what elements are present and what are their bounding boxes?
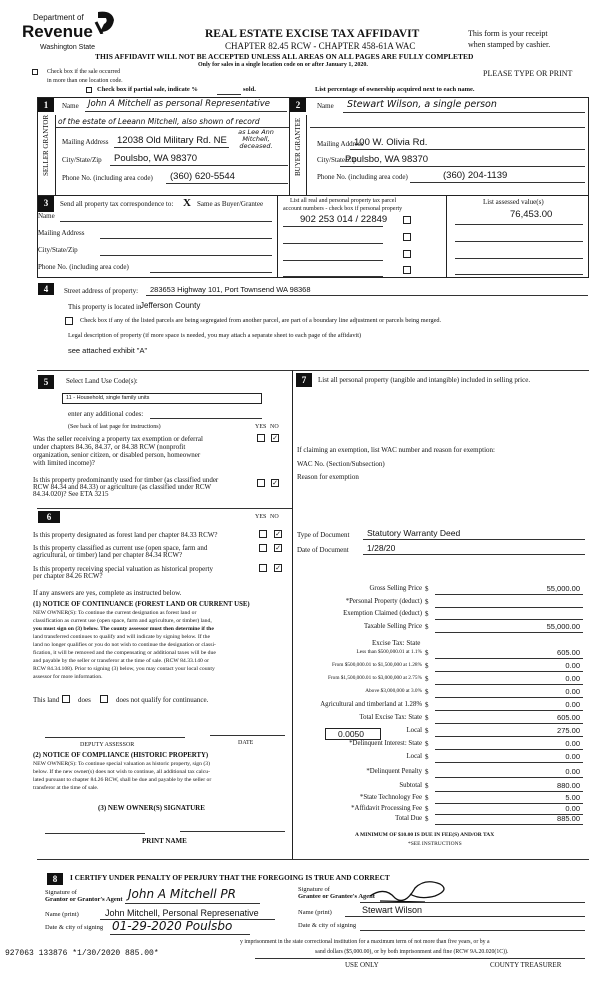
local-rate-value: 0.0050	[338, 729, 364, 739]
notice-continuance-title: (1) NOTICE OF CONTINUANCE (FOREST LAND OR CURRENT USE)	[33, 601, 250, 608]
penalty-text-2: sand dollars ($5,000.00), or by both imprisonment and fine (RCW 9A.20.020(1C)).	[315, 949, 509, 955]
dollar-sign: $	[425, 623, 429, 631]
q-text: Was the seller receiving a property tax exemption or deferral	[33, 435, 203, 443]
personal-property-label: List all personal property (tangible and intangible) included in selling price.	[318, 376, 531, 384]
personal-property-checkbox[interactable]	[403, 250, 411, 258]
rule	[363, 554, 585, 555]
rule	[435, 824, 583, 825]
rule	[435, 594, 583, 595]
tax-row-value[interactable]: 885.00	[557, 814, 580, 823]
no-checkbox[interactable]: ✓	[272, 434, 278, 442]
personal-property-checkbox[interactable]	[403, 233, 411, 241]
tax-row-label: *State Technology Fee	[359, 794, 422, 801]
rule	[435, 803, 583, 804]
same-as-buyer-label: Same as Buyer/Grantee	[197, 200, 264, 208]
rule	[435, 777, 583, 778]
ownership-note: List percentage of ownership acquired next to each name.	[315, 86, 475, 93]
tax-row-label: From $1,500,000.01 to $3,000,000 at 2.75%	[327, 675, 422, 681]
yes-checkbox[interactable]	[259, 564, 267, 572]
tax-row-value[interactable]: 0.00	[565, 661, 580, 670]
personal-property-checkbox[interactable]	[403, 216, 411, 224]
q-text: organization, senior citizen, or disabled person, homeowner	[33, 451, 201, 459]
grantee-sig-label-2: Grantee or Grantee's Agent	[298, 893, 375, 900]
certify-statement: I CERTIFY UNDER PENALTY OF PERJURY THAT THE FOREGOING IS TRUE AND CORRECT	[70, 873, 390, 882]
seller-grantor-label: SELLER GRANTOR	[42, 114, 50, 176]
notice-line: assessor for more information.	[33, 674, 103, 680]
warning-text: THIS AFFIDAVIT WILL NOT BE ACCEPTED UNLESS ALL AREAS ON ALL PAGES ARE FULLY COMPLETED	[95, 52, 474, 61]
dollar-sign: $	[425, 675, 429, 683]
rule	[37, 370, 589, 371]
tax-row-label: Local	[406, 753, 422, 760]
land-use-label: Select Land Use Code(s):	[66, 377, 138, 385]
tax-row-label: *Delinquent Interest: State	[349, 740, 422, 747]
rule	[345, 916, 585, 917]
yes-header: YES	[255, 514, 267, 520]
rule	[435, 710, 583, 711]
seller-mail-field[interactable]: 12038 Old Military Rd. NE	[117, 135, 227, 146]
corr-city-field[interactable]	[100, 255, 272, 256]
parcel-header-1: List all real and personal property tax parcel	[290, 198, 397, 204]
seller-city-field[interactable]: Poulsbo, WA 98370	[114, 153, 198, 164]
dollar-sign: $	[425, 815, 429, 823]
section-8-number: 8	[47, 873, 63, 885]
print-name-label: PRINT NAME	[142, 837, 187, 845]
tax-row-label: Above $3,000,000 at 3.0%	[365, 688, 422, 694]
no-checkbox[interactable]: ✓	[275, 530, 281, 538]
no-checkbox[interactable]: ✓	[272, 479, 278, 487]
tax-row-value[interactable]: 0.00	[565, 700, 580, 709]
minimum-note: A MINIMUM OF $10.00 IS DUE IN FEE(S) AND/OR TAX	[355, 832, 495, 838]
notice-line: fication, it will be removed and the compensating or additional taxes will be due	[33, 650, 216, 656]
new-owner-signature-title: (3) NEW OWNER(S) SIGNATURE	[98, 804, 205, 812]
deputy-date-label: DATE	[238, 740, 254, 746]
dollar-sign: $	[425, 768, 429, 776]
notice-line: below. If the new owner(s) does not wish to continue, all additional tax calcu-	[33, 769, 210, 775]
correspondence-label: Send all property tax correspondence to:	[60, 200, 174, 208]
divider	[446, 195, 447, 278]
rule	[435, 749, 583, 750]
rule	[435, 607, 583, 608]
assessed-header: List assessed value(s)	[483, 198, 544, 206]
tax-row-value[interactable]: 0.00	[565, 739, 580, 748]
section-3-number: 3	[38, 196, 54, 212]
no-checkbox[interactable]: ✓	[275, 564, 281, 572]
rule	[435, 671, 583, 672]
q-text: under chapters 84.36, 84.37, or 84.38 RCW (nonprofit	[33, 443, 186, 451]
notice-line: you must sign on (3) below. The county assessor must then determine if the	[33, 626, 214, 632]
rule	[455, 258, 583, 259]
dollar-sign: $	[425, 753, 429, 761]
no-header: NO	[270, 424, 279, 430]
dollar-sign: $	[425, 794, 429, 802]
same-as-buyer-checkbox[interactable]: X	[183, 197, 191, 209]
buyer-grantee-label: BUYER GRANTEE	[294, 117, 302, 176]
yes-header: YES	[255, 424, 267, 430]
sold-label: sold.	[243, 86, 256, 93]
section-1-number: 1	[38, 98, 54, 112]
corr-phone-field[interactable]	[150, 272, 272, 273]
notice-line: NEW OWNER(S): To continue special valuation as historic property, sign (3)	[33, 761, 211, 767]
dollar-sign: $	[425, 714, 429, 722]
rule	[435, 619, 583, 620]
tax-row-label: Gross Selling Price	[369, 585, 422, 592]
corr-name-label: Name	[38, 212, 55, 220]
tax-row-label: Subtotal	[399, 782, 422, 789]
legal-desc-label: Legal description of property (if more space is needed, you may attach a separate sheet to each page of the affidavit)	[68, 332, 362, 339]
partial-sale-label: Check box if partial sale, indicate %	[97, 86, 198, 93]
segregated-label: Check box if any of the listed parcels are being segregated from another parcel, are part of a boundary line adjustment or parcels being merged.	[80, 317, 442, 324]
divider	[292, 370, 293, 860]
doc-date-label: Date of Document	[297, 546, 349, 554]
q-current-use: Is this property classified as current use (open space, farm and	[33, 544, 208, 552]
tax-row-label: *Delinquent Penalty	[366, 768, 422, 775]
dollar-sign: $	[425, 688, 429, 696]
seller-name-label: Name	[62, 102, 79, 110]
rule	[455, 241, 583, 242]
rule	[340, 166, 585, 167]
logo-revenue: Revenue	[22, 22, 93, 41]
yes-checkbox[interactable]	[257, 479, 265, 487]
grantor-sig-label: Signature of	[45, 889, 77, 896]
seller-name-line1[interactable]: John A Mitchell as personal Representative	[88, 99, 270, 109]
dollar-sign: $	[425, 610, 429, 618]
grantor-signature[interactable]: John A Mitchell PR	[128, 887, 236, 901]
seller-mail-label: Mailing Address	[62, 138, 109, 146]
grantor-name-field[interactable]: John Mitchell, Personal Represenative	[105, 908, 259, 918]
segregated-checkbox[interactable]	[65, 317, 73, 325]
rule	[435, 697, 583, 698]
grantor-date-city-field[interactable]: 01-29-2020 Poulsbo	[112, 919, 233, 933]
seller-phone-field[interactable]: (360) 620-5544	[170, 171, 235, 182]
no-checkbox[interactable]: ✓	[275, 544, 281, 552]
buyer-city-field[interactable]: Poulsbo, WA 98370	[345, 154, 429, 165]
tax-row-value[interactable]: 275.00	[557, 726, 580, 735]
yes-checkbox[interactable]	[257, 434, 265, 442]
rule	[255, 958, 585, 959]
q-forest: Is this property designated as forest land per chapter 84.33 RCW?	[33, 531, 218, 539]
tax-row-value[interactable]: 55,000.00	[546, 584, 580, 593]
divider	[37, 195, 589, 196]
rule	[125, 903, 260, 904]
dollar-sign: $	[425, 649, 429, 657]
buyer-name-field[interactable]: Stewart Wilson, a single person	[347, 99, 497, 110]
rule	[283, 243, 383, 244]
grantee-name-field[interactable]: Stewart Wilson	[362, 905, 423, 915]
additional-codes-label: enter any additional codes:	[68, 410, 144, 418]
multi-location-checkbox[interactable]	[32, 69, 38, 75]
rule	[360, 902, 585, 903]
reason-label: Reason for exemption	[297, 473, 359, 481]
divider	[306, 115, 307, 195]
rule	[435, 723, 583, 724]
tax-row-value[interactable]: 0.00	[565, 752, 580, 761]
does-qualify-checkbox[interactable]	[62, 695, 70, 703]
exemption-label: If claiming an exemption, list WAC number and reason for exemption:	[297, 446, 495, 454]
partial-percent-field[interactable]	[217, 94, 241, 95]
tax-row-label: Less than $500,000.01 at 1.1%	[356, 649, 422, 655]
penalty-text-1: y imprisonment in the state correctional institution for a maximum term of not more than five years, or by a	[240, 939, 490, 945]
receipt-text-2: when stamped by cashier.	[468, 40, 551, 49]
tax-row-value[interactable]: 0.00	[565, 804, 580, 813]
deputy-assessor-label: DEPUTY ASSESSOR	[80, 742, 135, 748]
rule	[283, 276, 383, 277]
buyer-mail-label: Mailing Address	[317, 140, 364, 148]
rule	[455, 224, 583, 225]
section-6-number: 6	[38, 511, 60, 523]
section-4-number: 4	[38, 283, 54, 295]
tax-row-label: From $500,000.01 to $1,500,000 at 1.28%	[331, 662, 422, 668]
rule	[310, 127, 585, 128]
legal-desc-field[interactable]: see attached exhibit "A"	[68, 346, 148, 355]
tax-row-value[interactable]: 5.00	[565, 793, 580, 802]
rule	[350, 149, 585, 150]
tax-row-value[interactable]: 605.00	[557, 648, 580, 657]
grantee-date-label: Date & city of signing	[298, 922, 357, 929]
divider	[277, 195, 278, 278]
this-land-label: This land	[33, 696, 60, 704]
form-title: REAL ESTATE EXCISE TAX AFFIDAVIT	[205, 28, 420, 40]
notice-line: classification as current use (open space, farm and agriculture, or timber) land,	[33, 618, 212, 624]
street-address-field[interactable]: 283653 Highway 101, Port Townsend WA 98368	[150, 285, 311, 294]
rule	[455, 274, 583, 275]
rule	[435, 791, 583, 792]
dollar-sign: $	[425, 598, 429, 606]
yes-checkbox[interactable]	[259, 530, 267, 538]
q-historic-2: per chapter 84.26 RCW?	[33, 572, 103, 580]
seller-city-label: City/State/Zip	[62, 156, 102, 164]
tax-row-label: *Personal Property (deduct)	[345, 598, 422, 605]
see-back-note: (See back of last page for instructions)	[68, 424, 161, 430]
grantor-name-label: Name (print)	[45, 911, 79, 918]
buyer-city-label: City/State/Zip	[317, 156, 357, 164]
q-text: RCW 84.34 and 84.33) or agriculture (as classified under RCW	[33, 483, 212, 491]
deputy-assessor-signature[interactable]	[45, 737, 185, 738]
logo-state: Washington State	[40, 44, 95, 51]
new-owner-signature-field-2[interactable]	[180, 831, 285, 832]
county-treasurer-label: COUNTY TREASURER	[490, 961, 562, 969]
q-text: with limited income)?	[33, 459, 95, 467]
q-historic: Is this property receiving special valuation as historical property	[33, 565, 214, 573]
no-header: NO	[270, 514, 279, 520]
doc-type-field[interactable]: Statutory Warranty Deed	[367, 528, 461, 538]
grantee-name-label: Name (print)	[298, 909, 332, 916]
q-current-use-2: agricultural, or timber) land per chapter 84.34 RCW?	[33, 551, 183, 559]
receipt-text-1: This form is your receipt	[468, 29, 548, 38]
corr-city-label: City/State/Zip	[38, 246, 78, 254]
buyer-phone-label: Phone No. (including area code)	[317, 173, 408, 181]
corr-phone-label: Phone No. (including area code)	[38, 263, 129, 271]
tax-row-label: Total Excise Tax: State	[359, 714, 422, 721]
rule	[110, 934, 250, 935]
new-owner-signature-field[interactable]	[45, 833, 145, 834]
dollar-sign: $	[425, 805, 429, 813]
dollar-sign: $	[425, 740, 429, 748]
dollar-sign: $	[425, 701, 429, 709]
rule	[146, 295, 588, 296]
see-instructions-note: *SEE INSTRUCTIONS	[408, 841, 462, 847]
yes-checkbox[interactable]	[259, 544, 267, 552]
dollar-sign: $	[425, 727, 429, 735]
buyer-mail-field[interactable]: 100 W. Olivia Rd.	[354, 137, 428, 148]
rule	[435, 632, 583, 633]
grantee-sig-label: Signature of	[298, 886, 330, 893]
rule	[435, 762, 583, 763]
tax-row-label: Local	[406, 727, 422, 734]
notice-line: transferor at the time of sale.	[33, 785, 99, 791]
dollar-sign: $	[425, 782, 429, 790]
rule	[435, 684, 583, 685]
type-print-text: PLEASE TYPE OR PRINT	[483, 69, 573, 78]
corr-mail-field[interactable]	[100, 238, 272, 239]
does-not-label: does not qualify for continuance.	[116, 696, 209, 704]
buyer-phone-field[interactable]: (360) 204-1139	[443, 170, 508, 181]
section-2-number: 2	[290, 98, 306, 112]
rule	[85, 111, 287, 112]
street-label: Street address of property:	[64, 287, 139, 295]
tax-row-value[interactable]: 605.00	[557, 713, 580, 722]
partial-sale-checkbox[interactable]	[86, 87, 92, 93]
notice-line: lated pursuant to chapter 84.26 RCW, shall be due and payable by the seller or	[33, 777, 212, 783]
does-label: does	[78, 696, 91, 704]
notice-line: land no longer qualifies or you do not wish to continue the designation or classi-	[33, 642, 216, 648]
dollar-sign: $	[425, 662, 429, 670]
cashier-stamp: 927063 133876 *1/30/2020 885.00*	[5, 949, 159, 958]
rule	[435, 736, 583, 737]
rule	[37, 859, 589, 860]
doc-type-label: Type of Document	[297, 531, 350, 539]
rule	[343, 112, 585, 113]
seller-phone-label: Phone No. (including area code)	[62, 174, 153, 182]
doc-date-field[interactable]: 1/28/20	[367, 543, 396, 553]
section-7-number: 7	[296, 373, 312, 387]
seller-name-note: as Lee Ann Mitchell, deceased.	[238, 128, 274, 150]
q-text: Is this property predominantly used for timber (as classified under	[33, 476, 219, 484]
grantor-sig-label-2: Grantor or Grantor's Agent	[45, 896, 123, 903]
corr-mail-label: Mailing Address	[38, 229, 85, 237]
tax-row-label: Total Due	[395, 815, 422, 822]
grantee-date-city-field[interactable]	[360, 930, 585, 931]
assessed-value-field[interactable]: 76,453.00	[510, 209, 553, 220]
q-text: 84.34.020)? See ETA 3215	[33, 490, 109, 498]
notice-line: RCW 84.34.108). Prior to signing (3) below, you may contact your local county	[33, 666, 215, 672]
multi-location-label-2: in more than one location code.	[47, 78, 123, 84]
deputy-date-field[interactable]	[210, 735, 285, 736]
logo-emblem-icon	[94, 10, 116, 34]
rule	[435, 658, 583, 659]
tax-row-label: *Affidavit Processing Fee	[351, 805, 422, 812]
county-field[interactable]: Jefferson County	[140, 301, 201, 310]
parcel-header-2: account numbers - check box if personal property	[283, 206, 403, 212]
use-only-label: USE ONLY	[345, 961, 379, 969]
personal-property-checkbox[interactable]	[403, 266, 411, 274]
land-use-value: 11 - Household, single family units	[66, 395, 150, 401]
notice-compliance-title: (2) NOTICE OF COMPLIANCE (HISTORIC PROPERTY)	[33, 752, 209, 759]
corr-name-field[interactable]	[60, 221, 272, 222]
rule	[363, 539, 585, 540]
tax-row-value[interactable]: 880.00	[557, 781, 580, 790]
tax-row-label: Exemption Claimed (deduct)	[343, 610, 422, 617]
rule	[110, 165, 288, 166]
only-for-text: Only for sales in a single location code on or after January 1, 2020.	[198, 62, 368, 68]
county-label: This property is located in	[68, 303, 142, 311]
tax-row-label: Taxable Selling Price	[363, 623, 422, 630]
section-5-number: 5	[38, 375, 54, 389]
tax-row-value[interactable]: 0.00	[565, 767, 580, 776]
notice-line: NEW OWNER(S): To continue the current designation as forest land or	[33, 610, 197, 616]
if-yes-note: If any answers are yes, complete as instructed below.	[33, 589, 182, 597]
additional-codes-field[interactable]	[150, 418, 262, 419]
rule	[283, 260, 383, 261]
parcel-number-field[interactable]: 902 253 014 / 22849	[300, 214, 388, 225]
seller-name-line2[interactable]: of the estate of Leeann Mitchell, also shown of record	[58, 117, 260, 126]
does-not-qualify-checkbox[interactable]	[100, 695, 108, 703]
rule	[114, 147, 229, 148]
rule	[166, 183, 288, 184]
excise-state-label: Excise Tax: State	[372, 639, 421, 647]
wac-label: WAC No. (Section/Subsection)	[297, 460, 385, 468]
rule	[37, 508, 292, 509]
notice-line: land transferred continues to qualify and will indicate by signing below. If the	[33, 634, 211, 640]
notice-line: and payable by the seller or transferor at the time of sale. (RCW 84.33.140 or	[33, 658, 209, 664]
local-rate-field[interactable]	[325, 728, 381, 740]
tax-row-value[interactable]: 55,000.00	[546, 622, 580, 631]
tax-row-value[interactable]: 0.00	[565, 674, 580, 683]
buyer-name-label: Name	[317, 102, 334, 110]
multi-location-label: Check box if the sale occurred	[47, 69, 121, 75]
tax-row-label: Agricultural and timberland at 1.28%	[320, 701, 422, 708]
rule	[283, 226, 383, 227]
dollar-sign: $	[425, 585, 429, 593]
grantor-date-label: Date & city of signing	[45, 924, 104, 931]
rule	[410, 182, 585, 183]
form-chapter: CHAPTER 82.45 RCW - CHAPTER 458-61A WAC	[225, 41, 416, 51]
land-use-select[interactable]	[62, 393, 262, 404]
tax-row-value[interactable]: 0.00	[565, 687, 580, 696]
logo-dept: Department of	[33, 13, 84, 22]
